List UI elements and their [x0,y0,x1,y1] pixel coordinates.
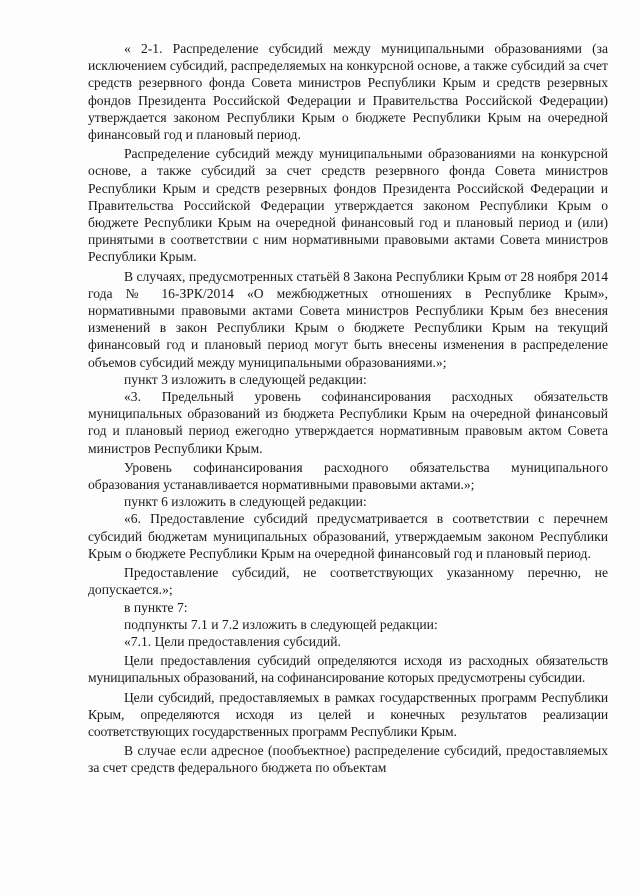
paragraph-not-allowed: Предоставление субсидий, не соответствующих указанному перечню, не допускается.»; [88,565,608,598]
paragraph-point-3: «3. Предельный уровень софинансирования расходных обязательств муниципальных образований из бюджета Республики Крым на очередной финансовый год и плановый период ежегодно утверждается нормативным правовым актом Совета министров Республики Крым. [88,389,608,456]
paragraph-2-1: « 2-1. Распределение субсидий между муниципальными образованиями (за исключением субсидий, распределяемых на конкурсной основе, а также субсидий за счет средств резервного фонда Совета министров Республики Крым и средств резервных фондов Президента Российской Федерации и Правительства Российской Федерации) утверждается законом Республики Крым о бюджете Республики Крым на очередной финансовый год и плановый период. [88,41,608,143]
paragraph-point-7-intro: в пункте 7: [124,599,188,615]
paragraph-point-6-intro: пункт 6 изложить в следующей редакции: [124,494,367,510]
paragraph-program-goals: Цели субсидий, предоставляемых в рамках государственных программ Республики Крым, определяются исходя из целей и конечных результатов реализации соответствующих государственных программ Республики Крым. [88,689,608,739]
paragraph-cofinancing-level: Уровень софинансирования расходного обязательства муниципального образования устанавливается нормативными правовыми актами.»; [88,459,608,493]
paragraph-goals-defined: Цели предоставления субсидий определяются исходя из расходных обязательств муниципальных образований, на софинансирование которых предусмотрены субсидии. [88,653,608,686]
paragraph-competitive-distribution: Распределение субсидий между муниципальными образованиями на конкурсной основе, а также субсидий за счет средств резервного фонда Совета министров Республики Крым и средств резервных фондов Президента Российской Федерации и Правительства Российской Федерации утверждается законом Республики Крым о бюджете Республики Крым на очередной финансовый год и плановый период и (или) принятыми в соответствии с ним нормативными правовыми актами Совета министров Республики Крым. [88,146,608,265]
paragraph-address-distribution: В случае если адресное (пообъектное) распределение субсидий, предоставляемых за счет средств федерального бюджета по объектам [88,743,608,776]
paragraph-subpoints-intro: подпункты 7.1 и 7.2 изложить в следующей редакции: [124,616,438,632]
paragraph-article-8-cases: В случаях, предусмотренных статьёй 8 Закона Республики Крым от 28 ноября 2014 года № 16-ЗРК/2014 «О межбюджетных отношениях в Республике Крым», нормативными правовыми актами Совета министров Республики Крым без внесения изменений в закон Республики Крым о бюджете Республики Крым на текущий финансовый год и плановый период могут быть внесены изменения в распределение объемов субсидий между муниципальными образованиями.»; [88,268,608,370]
document-body [88,40,608,777]
paragraph-7-1-heading: «7.1. Цели предоставления субсидий. [124,633,341,649]
paragraph-point-3-intro: пункт 3 изложить в следующей редакции: [124,371,367,387]
paragraph-point-6: «6. Предоставление субсидий предусматривается в соответствии с перечнем субсидий бюджетам муниципальных образований, утверждаемым законом Республики Крым о бюджете Республики Крым на очередной финансовый год и плановый период. [88,511,608,561]
